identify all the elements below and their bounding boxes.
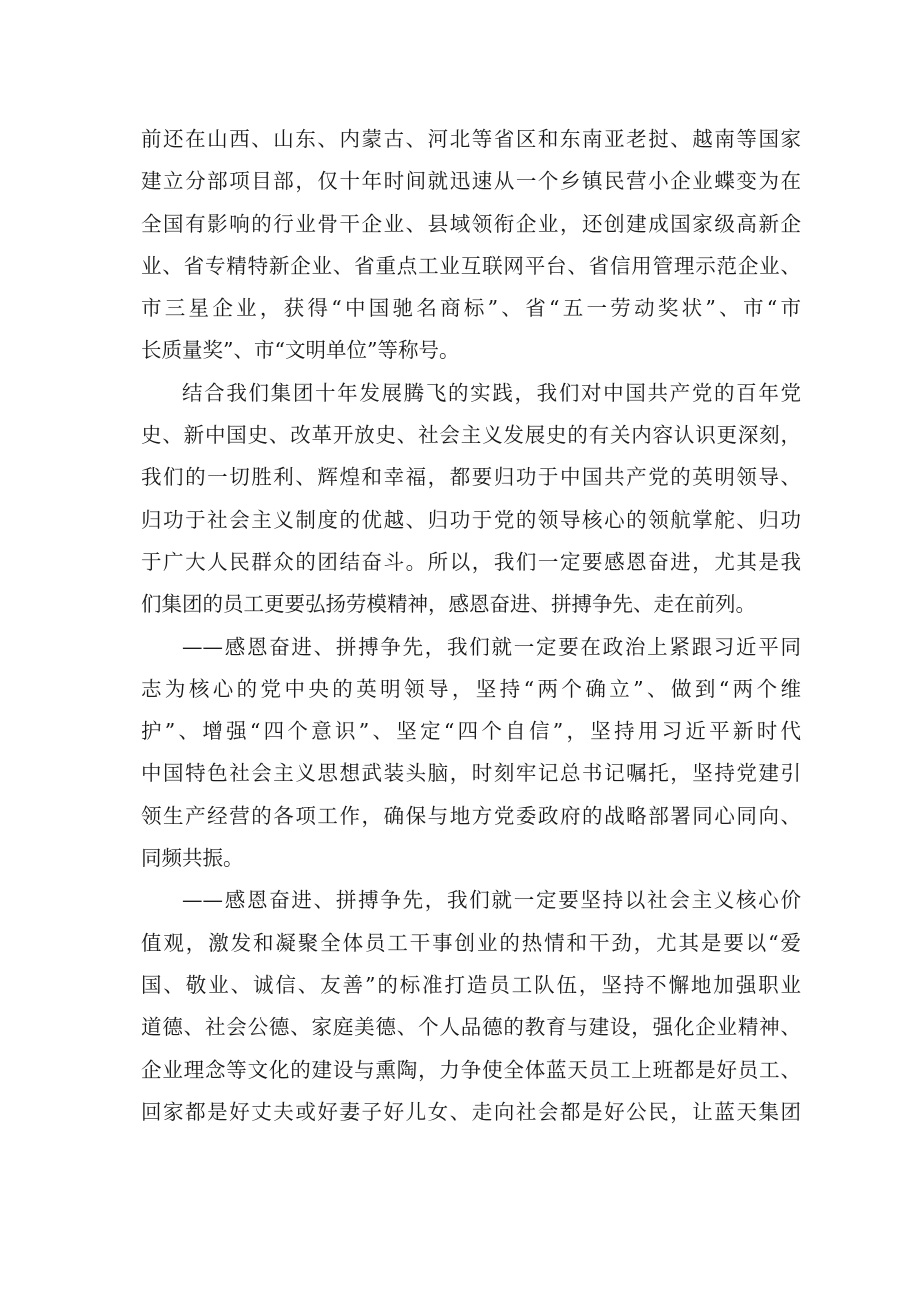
text-line: 建立分部项目部，仅十年时间就迅速从一个乡镇民营小企业蝶变为在 [141, 169, 801, 194]
document-body [141, 118, 801, 1133]
text-line: 回家都是好丈夫或好妻子好儿女、走向社会都是好公民，让蓝天集团 [141, 1099, 801, 1124]
text-line: 全国有影响的行业骨干企业、县域领衔企业，还创建成国家级高新企 [141, 211, 801, 236]
text-line: ——感恩奋进、拼搏争先，我们就一定要坚持以社会主义核心价 [182, 888, 801, 913]
paragraph [141, 118, 801, 372]
text-line: 中国特色社会主义思想武装头脑，时刻牢记总书记嘱托，坚持党建引 [141, 761, 801, 786]
text-line: 国、敬业、诚信、友善”的标准打造员工队伍，坚持不懈地加强职业 [141, 972, 801, 997]
text-line: 企业理念等文化的建设与熏陶，力争使全体蓝天员工上班都是好员工、 [141, 1057, 801, 1082]
text-line: 志为核心的党中央的英明领导，坚持“两个确立”、做到“两个维 [141, 676, 801, 701]
paragraph [141, 372, 801, 626]
text-line: 长质量奖”、市“文明单位”等称号。 [141, 338, 460, 363]
text-line: 于广大人民群众的团结奋斗。所以，我们一定要感恩奋进，尤其是我 [141, 549, 801, 574]
text-line: 归功于社会主义制度的优越、归功于党的领导核心的领航掌舵、归功 [141, 507, 801, 532]
text-line: 业、省专精特新企业、省重点工业互联网平台、省信用管理示范企业、 [141, 253, 801, 278]
text-line: 史、新中国史、改革开放史、社会主义发展史的有关内容认识更深刻， [141, 423, 801, 448]
text-line: 我们的一切胜利、辉煌和幸福，都要归功于中国共产党的英明领导、 [141, 465, 801, 490]
text-line: 同频共振。 [141, 846, 244, 871]
text-line: 领生产经营的各项工作，确保与地方党委政府的战略部署同心同向、 [141, 803, 801, 828]
text-line: 结合我们集团十年发展腾飞的实践，我们对中国共产党的百年党 [182, 380, 801, 405]
text-line: 道德、社会公德、家庭美德、个人品德的教育与建设，强化企业精神、 [141, 1015, 801, 1040]
text-line: 们集团的员工更要弘扬劳模精神，感恩奋进、拼搏争先、走在前列。 [141, 592, 756, 617]
text-line: ——感恩奋进、拼搏争先，我们就一定要在政治上紧跟习近平同 [182, 634, 801, 659]
text-line: 前还在山西、山东、内蒙古、河北等省区和东南亚老挝、越南等国家 [141, 127, 801, 151]
text-line: 护”、增强“四个意识”、坚定“四个自信”，坚持用习近平新时代 [141, 719, 801, 744]
text-line: 市三星企业，获得“中国驰名商标”、省“五一劳动奖状”、市“市 [141, 296, 801, 321]
text-line: 值观，激发和凝聚全体员工干事创业的热情和干劲，尤其是要以“爱 [141, 930, 801, 955]
paragraph [141, 879, 801, 1133]
paragraph [141, 626, 801, 880]
